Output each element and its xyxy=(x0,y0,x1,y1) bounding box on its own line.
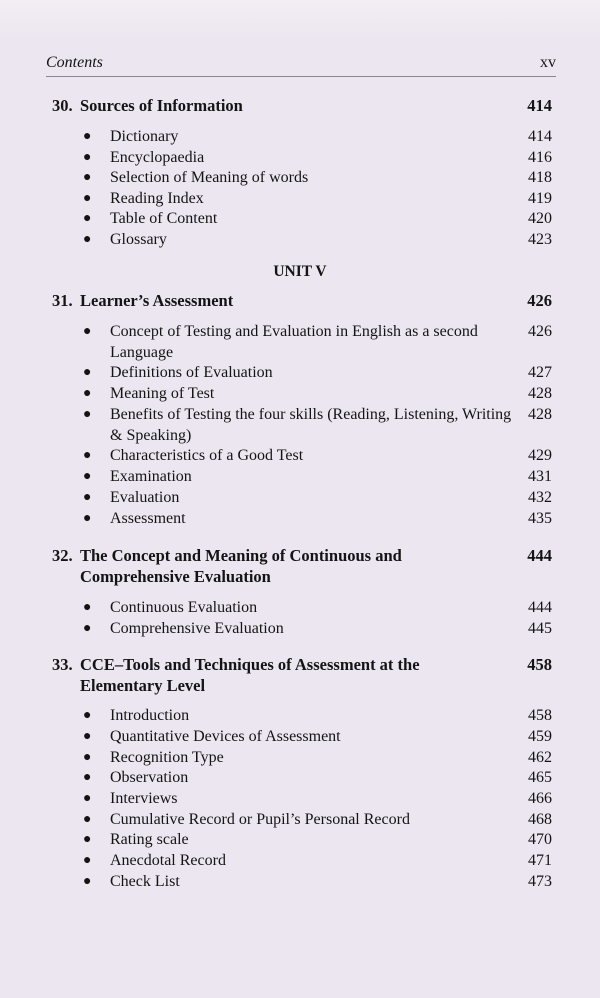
item-page: 471 xyxy=(528,852,552,869)
bullet-icon: ● xyxy=(83,729,92,744)
item-page: 420 xyxy=(528,210,552,227)
bullet-icon: ● xyxy=(83,832,92,847)
item-label: Examination xyxy=(110,468,192,485)
item-label: Recognition Type xyxy=(110,749,224,766)
bullet-icon: ● xyxy=(83,170,92,185)
section-title: CCE–Tools and Techniques of Assessment at the Elementary Level xyxy=(80,655,420,695)
item-label: Cumulative Record or Pupil’s Personal Record xyxy=(110,811,410,828)
bullet-icon: ● xyxy=(83,190,92,206)
item-label: Evaluation xyxy=(110,489,180,506)
bullet-icon: ● xyxy=(83,324,92,339)
item-page: 459 xyxy=(528,728,552,745)
bullet-icon: ● xyxy=(83,791,92,806)
bullet-icon: ● xyxy=(83,149,92,165)
section-number: 33. xyxy=(52,655,73,674)
bullet-icon: ● xyxy=(83,365,92,380)
item-label: Check List xyxy=(110,873,180,890)
bullet-icon: ● xyxy=(83,511,92,526)
section-number: 32. xyxy=(52,546,73,565)
bullet-icon: ● xyxy=(83,407,92,422)
item-label: Continuous Evaluation xyxy=(110,599,258,616)
bullet-icon: ● xyxy=(83,812,92,827)
bullet-icon: ● xyxy=(83,750,92,765)
section-number: 30. xyxy=(52,96,73,115)
section-title: Sources of Information xyxy=(80,96,243,115)
item-label: Dictionary xyxy=(110,128,179,145)
running-header xyxy=(46,54,556,77)
item-label: Table of Content xyxy=(110,210,218,227)
unit-heading: UNIT V xyxy=(273,263,327,280)
section-page: 444 xyxy=(527,546,552,565)
item-page: 473 xyxy=(528,873,552,890)
bullet-icon: ● xyxy=(83,874,92,889)
item-label: Definitions of Evaluation xyxy=(110,364,273,381)
section-title: The Concept and Meaning of Continuous and Comprehensive Evaluation xyxy=(80,546,402,586)
item-label: Introduction xyxy=(110,707,190,724)
item-page: 416 xyxy=(528,148,552,166)
section-number: 31. xyxy=(52,291,73,310)
item-page: 427 xyxy=(528,364,552,381)
item-page: 470 xyxy=(528,831,552,848)
item-page: 444 xyxy=(528,599,552,616)
item-label: Concept of Testing and Evaluation in English as a second Language xyxy=(110,323,478,361)
bullet-icon: ● xyxy=(83,129,92,144)
bullet-icon: ● xyxy=(83,853,92,868)
item-page: 428 xyxy=(528,406,552,423)
item-page: 432 xyxy=(528,489,552,506)
item-page: 426 xyxy=(528,323,552,340)
bullet-icon: ● xyxy=(83,231,92,247)
item-page: 458 xyxy=(528,707,552,724)
item-label: Characteristics of a Good Test xyxy=(110,447,304,464)
item-page: 431 xyxy=(528,468,552,485)
item-page: 435 xyxy=(528,510,552,527)
previous-page-edge xyxy=(0,0,600,40)
item-page: 445 xyxy=(528,620,552,637)
bullet-icon: ● xyxy=(83,600,92,615)
item-label: Comprehensive Evaluation xyxy=(110,620,284,637)
item-page: 462 xyxy=(528,749,552,766)
item-page: 419 xyxy=(528,189,552,207)
item-label: Anecdotal Record xyxy=(110,852,226,869)
item-page: 428 xyxy=(528,385,552,402)
bullet-icon: ● xyxy=(83,469,92,484)
section-page: 414 xyxy=(527,96,552,115)
header-page-number: xv xyxy=(540,54,556,71)
bullet-icon: ● xyxy=(83,490,92,505)
item-page: 423 xyxy=(528,230,552,248)
item-page: 414 xyxy=(528,128,552,145)
item-label: Selection of Meaning of words xyxy=(110,169,309,186)
bullet-icon: ● xyxy=(83,448,92,463)
item-page: 468 xyxy=(528,811,552,828)
bullet-icon: ● xyxy=(83,621,92,636)
item-label: Rating scale xyxy=(110,831,189,848)
item-label: Benefits of Testing the four skills (Reading, Listening, Writing & Speaking) xyxy=(110,406,512,444)
item-label: Observation xyxy=(110,769,189,786)
section-title: Learner’s Assessment xyxy=(80,291,234,310)
item-page: 418 xyxy=(528,169,552,186)
item-label: Assessment xyxy=(110,510,186,527)
section-page: 426 xyxy=(527,291,552,310)
item-label: Reading Index xyxy=(110,189,204,207)
bullet-icon: ● xyxy=(83,386,92,401)
item-label: Glossary xyxy=(110,230,167,248)
header-title: Contents xyxy=(46,54,103,71)
item-page: 465 xyxy=(528,769,552,786)
bullet-icon: ● xyxy=(83,708,92,723)
bullet-icon: ● xyxy=(83,211,92,226)
item-page: 466 xyxy=(528,790,552,807)
section-page: 458 xyxy=(527,655,552,674)
item-label: Encyclopaedia xyxy=(110,148,205,166)
item-label: Quantitative Devices of Assessment xyxy=(110,728,341,745)
item-label: Interviews xyxy=(110,790,178,807)
item-label: Meaning of Test xyxy=(110,385,215,402)
bullet-icon: ● xyxy=(83,770,92,785)
item-page: 429 xyxy=(528,447,552,464)
